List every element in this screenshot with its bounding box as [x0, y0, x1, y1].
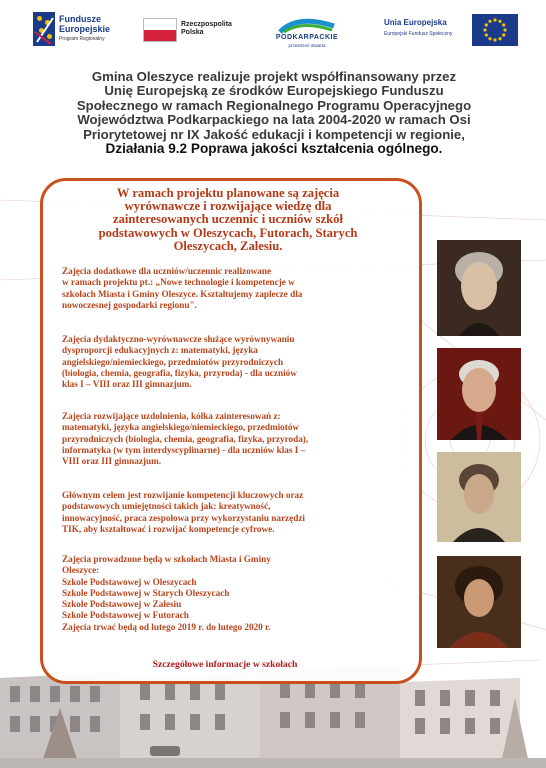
school-item: Szkole Podstawowej w Zalesiu — [62, 599, 182, 610]
para-line: informatyka (w tym interdyscyplinarne) - dla uczniów klas I – — [62, 444, 306, 455]
unia-europejska-logo — [384, 14, 524, 50]
panel-title — [56, 187, 400, 253]
unia-name: Unia Europejska — [384, 18, 447, 27]
project-headline — [18, 70, 530, 156]
fundusze-sub: Program Regionalny — [59, 36, 105, 42]
podkarpackie-sub: przestrzeń otwarta — [288, 43, 326, 48]
paragraph-schools-list — [62, 554, 388, 633]
panel-title-line: W ramach projektu planowane są zajęcia — [116, 186, 340, 200]
paragraph-main-goal — [62, 490, 388, 535]
poland-flag-icon — [143, 18, 177, 42]
para-line: w ramach projektu pt.: „Nowe technologie i kompetencje w — [62, 277, 295, 288]
para-line: Zajęcia trwać będą od lutego 2019 r. do lutego 2020 r. — [62, 621, 271, 632]
school-item: Szkole Podstawowej w Oleszycach — [62, 576, 197, 587]
para-line: przyrodniczych (biologia, chemia, geografia, fizyka, przyroda), — [62, 433, 309, 444]
para-line: Oleszyce: — [62, 565, 100, 576]
unia-sub: Europejski Fundusz Społeczny — [384, 31, 453, 37]
fundusze-europejskie-logo — [33, 12, 123, 50]
logo-strip — [0, 0, 546, 62]
details-in-schools-note: Szczegółowe informacje w szkołach — [152, 659, 298, 670]
rzeczpospolita-logo — [143, 18, 243, 44]
school-item: Szkole Podstawowej w Starych Oleszycach — [62, 587, 230, 598]
fundusze-mark-icon — [33, 12, 55, 46]
para-line: TIK, aby kształtować i rozwijać kompetencje cyfrowe. — [62, 523, 275, 534]
paragraph-interest-clubs — [62, 411, 388, 467]
school-item: Szkole Podstawowej w Futorach — [62, 610, 189, 621]
podkarpackie-logo — [262, 12, 352, 50]
para-line: Zajęcia dydaktyczno-wyrównawcze służące wyrównywaniu — [62, 334, 295, 344]
headline-line: Priorytetowej nr IX Jakość edukacji i kompetencji w regionie, — [83, 126, 465, 142]
para-line: Głównym celem jest rozwijanie kompetencji kluczowych oraz — [62, 490, 304, 500]
headline-line: Gmina Oleszyce realizuje projekt współfinansowany przez — [91, 69, 457, 84]
portrait-photo-3 — [437, 452, 521, 542]
headline-line: Działania 9.2 Poprawa jakości kształcenia ogólnego. — [105, 141, 443, 157]
paragraph-project-intro — [62, 266, 388, 311]
para-line: angielskiego/niemieckiego, przedmiotów przyrodniczych — [62, 356, 284, 367]
podkarpackie-waves-icon — [262, 12, 352, 34]
fundusze-line2: Europejskie — [59, 24, 111, 34]
para-line: nowoczesnej gospodarki regionu". — [62, 299, 197, 310]
para-line: Zajęcia dodatkowe dla uczniów/uczennic realizowane — [62, 266, 272, 276]
para-line: VIII oraz III gimnazjum. — [62, 456, 162, 467]
para-line: matematyki, języka angielskiego/niemieckiego, przedmiotów — [62, 422, 300, 433]
para-line: szkołach Miasta i Gminy Oleszyce. Kształtujemy zaplecze dla — [62, 288, 303, 299]
fundusze-line1: Fundusze — [59, 14, 101, 24]
panel-title-line: podstawowych w Oleszycach, Futorach, Starych — [98, 225, 358, 240]
rp-line2: Polska — [181, 29, 204, 36]
panel-title-line: Oleszycach, Zalesiu. — [173, 238, 283, 253]
rp-line1: Rzeczpospolita — [181, 21, 232, 28]
headline-line: Unię Europejską ze środków Europejskiego Funduszu — [104, 83, 444, 99]
portrait-photo-2 — [437, 348, 521, 440]
para-line: Zajęcia prowadzone będą w szkołach Miasta i Gminy — [62, 554, 271, 564]
para-line: dysproporcji edukacyjnych z: matematyki, języka — [62, 345, 258, 356]
portrait-photo-4 — [437, 556, 521, 648]
portrait-photo-1 — [437, 240, 521, 336]
para-line: (biologia, chemia, geografia, fizyka, przyroda) - dla uczniów — [62, 367, 297, 378]
para-line: podstawowych umiejętności takich jak: kreatywność, — [62, 501, 271, 512]
panel-title-line: zainteresowanych uczennic i uczniów szkół — [113, 212, 343, 227]
para-line: klas I – VIII oraz III gimnazjum. — [62, 379, 192, 390]
para-line: innowacyjność, praca zespołowa przy wykorzystaniu narzędzi — [62, 512, 305, 523]
eu-flag-icon — [472, 14, 518, 46]
podkarpackie-name: PODKARPACKIE — [275, 34, 339, 41]
headline-line: Województwa Podkarpackiego na lata 2004-2020 w ramach Osi — [77, 112, 471, 128]
panel-title-line: wyrównawcze i rozwijające wiedzę dla — [124, 199, 332, 214]
paragraph-compensatory-classes — [62, 334, 388, 390]
headline-line: Społecznego w ramach Regionalnego Programu Operacyjnego — [76, 97, 472, 113]
para-line: Zajęcia rozwijające uzdolnienia, kółka zainteresowań z: — [62, 411, 281, 421]
